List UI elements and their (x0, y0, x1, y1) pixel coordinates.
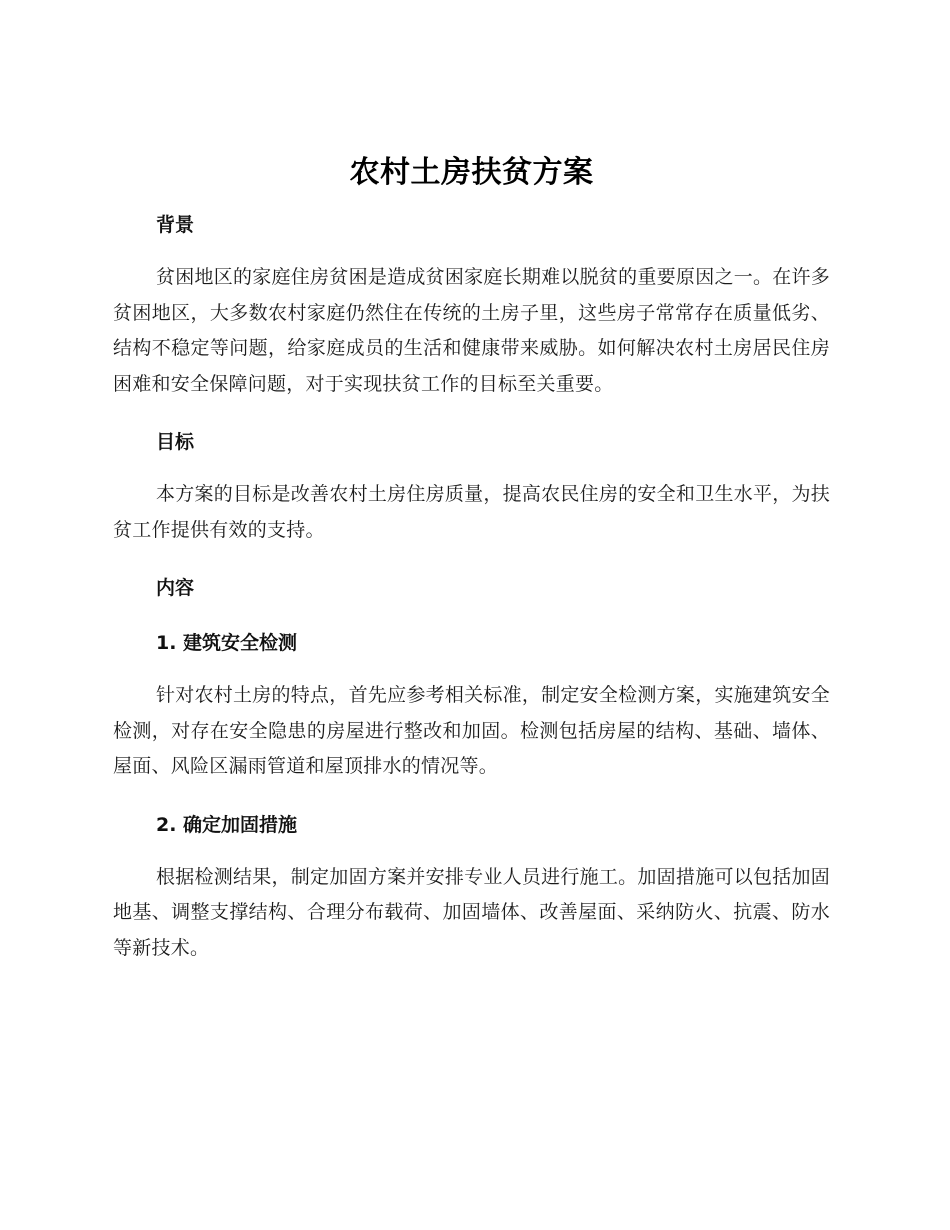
section-heading-content: 内容 (156, 577, 195, 599)
spacer (113, 603, 830, 628)
spacer (113, 840, 830, 860)
paragraph-safety-inspection: 针对农村土房的特点，首先应参考相关标准，制定安全检测方案，实施建筑安全检测，对存在安全隐患的房屋进行整改和加固。检测包括房屋的结构、基础、墙体、屋面、风险区漏雨管道和屋顶排水的情况等。 (113, 684, 830, 777)
spacer (113, 658, 830, 678)
section-heading-background: 背景 (156, 214, 195, 236)
paragraph-background: 贫困地区的家庭住房贫困是造成贫困家庭长期难以脱贫的重要原因之一。在许多贫困地区，大多数农村家庭仍然住在传统的土房子里，这些房子常常存在质量低劣、结构不稳定等问题，给家庭成员的生活和健康带来威胁。如何解决农村土房居民住房困难和安全保障问题，对于实现扶贫工作的目标至关重要。 (113, 266, 830, 395)
subsection-heading-reinforcement: 2. 确定加固措施 (156, 813, 298, 836)
spacer (113, 402, 830, 427)
subsection-heading-safety-inspection: 1. 建筑安全检测 (156, 632, 298, 654)
spacer (113, 457, 830, 477)
spacer (113, 785, 830, 810)
paragraph-goal: 本方案的目标是改善农村土房住房质量，提高农民住房的安全和卫生水平，为扶贫工作提供有效的支持。 (113, 483, 830, 541)
paragraph-reinforcement: 根据检测结果，制定加固方案并安排专业人员进行施工。加固措施可以包括加固地基、调整支撑结构、合理分布载荷、加固墙体、改善屋面、采纳防火、抗震、防水等新技术。 (113, 865, 830, 959)
document-title: 农村土房扶贫方案 (349, 155, 594, 190)
document-body (113, 150, 830, 966)
section-heading-goal: 目标 (156, 431, 195, 453)
spacer (113, 548, 830, 573)
spacer (113, 240, 830, 260)
